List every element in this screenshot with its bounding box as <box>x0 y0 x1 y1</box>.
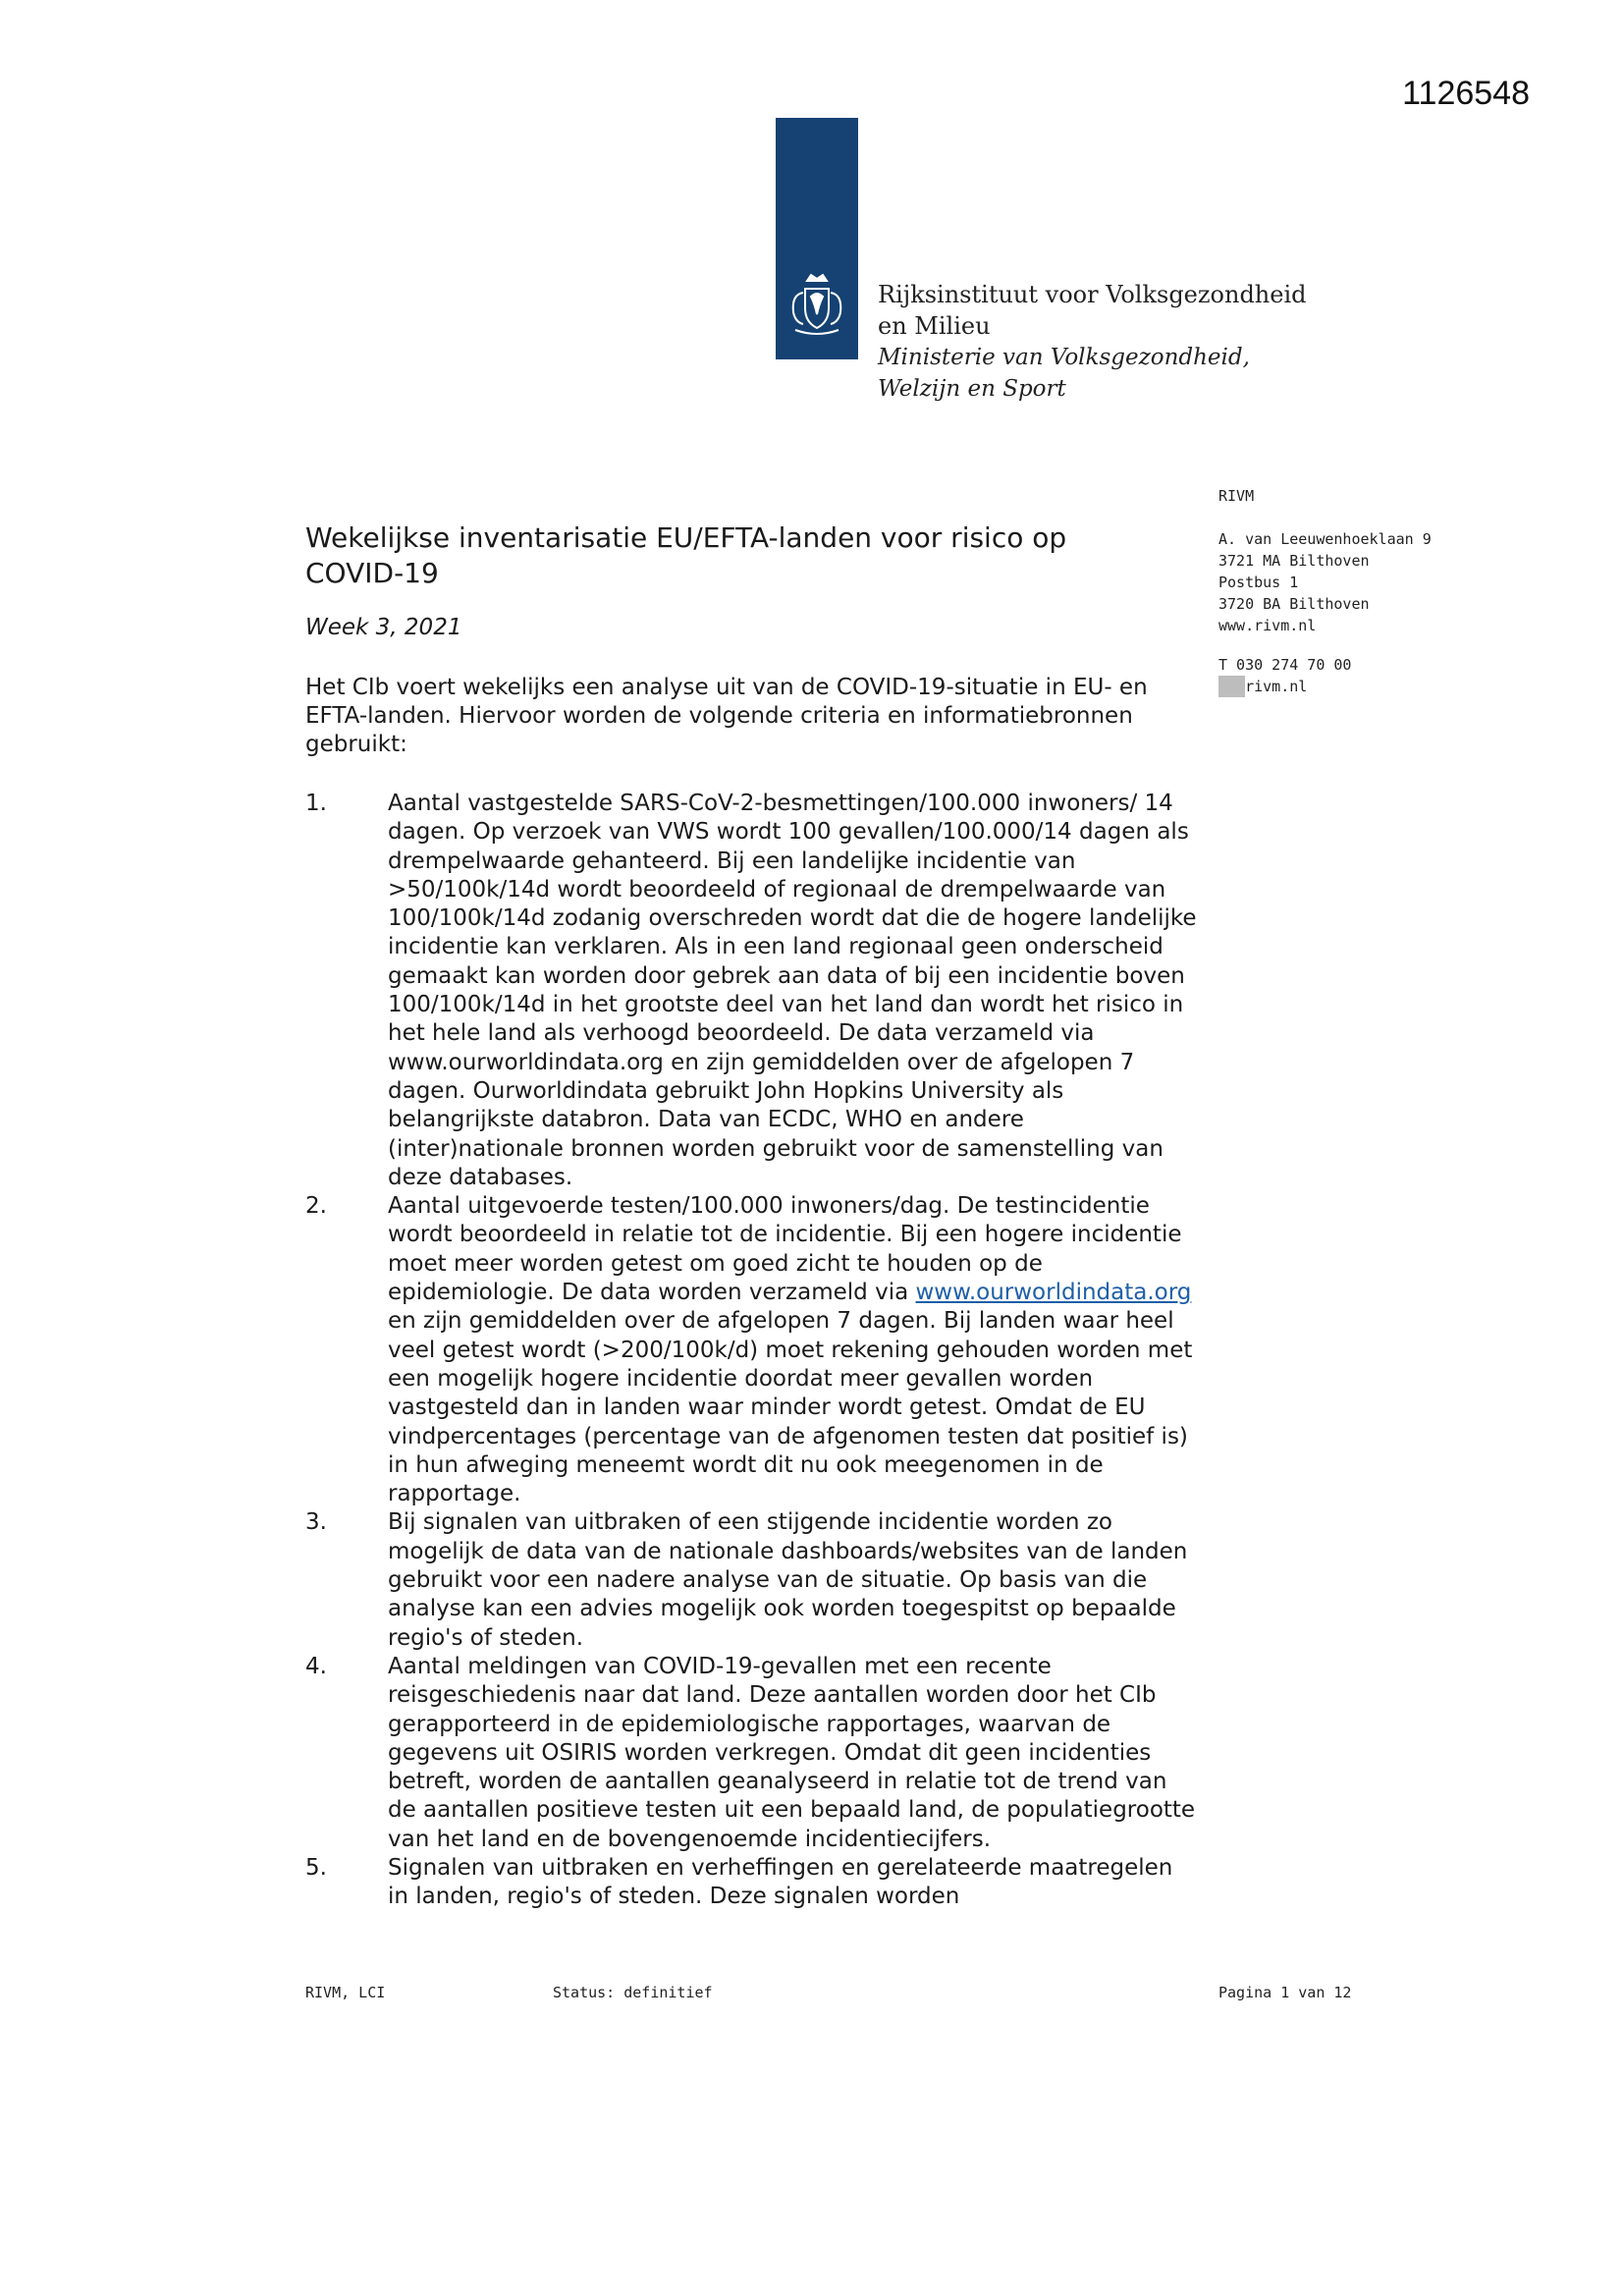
logo-line-ministry: Ministerie van Volksgezondheid, <box>878 345 1250 370</box>
rijksoverheid-logo-bar <box>776 118 858 359</box>
list-item <box>305 1192 1199 1508</box>
list-item <box>305 1508 1199 1652</box>
email-suffix: rivm.nl <box>1245 678 1308 695</box>
footer-page-number: Pagina 1 van 12 <box>1218 1984 1352 2001</box>
footer-department: RIVM, LCI <box>305 1984 386 2001</box>
document-title: Wekelijkse inventarisatie EU/EFTA-landen voor risico op COVID-19 <box>305 521 1067 589</box>
sender-address-block <box>1218 485 1454 697</box>
list-text-part: Aantal uitgevoerde testen/100.000 inwoners/dag. De testincidentie wordt beoordeeld in relatie tot de incidentie. Bij een hogere incidentie moet meer worden getest om goed zicht te houden op de epidemiologie. De data worden verzameld via <box>388 1193 1182 1306</box>
list-number: 3. <box>305 1509 327 1536</box>
list-item <box>305 1653 1199 1854</box>
intro-paragraph: Het CIb voert wekelijks een analyse uit van de COVID-19-situatie in EU- en EFTA-landen. Hiervoor worden de volgende criteria en informatiebronnen gebruikt: <box>305 675 1148 757</box>
ourworldindata-link[interactable]: www.ourworldindata.org <box>915 1280 1192 1306</box>
website-link[interactable]: www.rivm.nl <box>1218 617 1317 634</box>
week-label: Week 3, 2021 <box>305 615 462 640</box>
address-line: 3721 MA Bilthoven <box>1218 552 1370 570</box>
footer-status: Status: definitief <box>553 1984 713 2001</box>
address-line: 3720 BA Bilthoven <box>1218 595 1370 613</box>
list-text <box>388 1192 1199 1508</box>
email-address[interactable] <box>1218 676 1454 697</box>
list-text: Signalen van uitbraken en verheffingen en gerelateerde maatregelen in landen, regio's of steden. Deze signalen worden <box>388 1854 1173 1910</box>
list-item <box>305 1854 1199 1912</box>
sender-org: RIVM <box>1218 487 1255 505</box>
phone-number: T 030 274 70 00 <box>1218 656 1352 674</box>
document-id: 1126548 <box>1402 75 1530 112</box>
list-text: Aantal vastgestelde SARS-CoV-2-besmettingen/100.000 inwoners/ 14 dagen. Op verzoek van VWS wordt 100 gevallen/100.000/14 dagen als drempelwaarde gehanteerd. Bij een landelijke incidentie van >50/100k/14d wordt beoordeeld of regionaal de drempelwaarde van 100/100k/14d zodanig overschreden wordt dat die de hogere landelijke incidentie kan verklaren. Als in een land regionaal geen onderscheid gemaakt kan worden door gebrek aan data of bij een incidentie boven 100/100k/14d in het grootste deel van het land dan wordt het risico in het hele land als verhoogd beoordeeld. De data verzameld via www.ourworldindata.org en zijn gemiddelden over de afgelopen 7 dagen. Ourworldindata gebruikt John Hopkins University als belangrijkste databron. Data van ECDC, WHO en andere (inter)nationale bronnen worden gebruikt voor de samenstelling van deze databases. <box>388 791 1197 1190</box>
list-text: Bij signalen van uitbraken of een stijgende incidentie worden zo mogelijk de data van de nationale dashboards/websites van de landen gebruikt voor een nadere analyse van de situatie. Op basis van die analyse kan een advies mogelijk ook worden toegespitst op bepaalde regio's of steden. <box>388 1509 1188 1651</box>
logo-line-welzijn: Welzijn en Sport <box>878 376 1066 402</box>
coat-of-arms-icon <box>782 269 852 340</box>
address-line: A. van Leeuwenhoeklaan 9 <box>1218 530 1432 548</box>
organization-logo-text <box>878 279 1307 405</box>
address-line: Postbus 1 <box>1218 574 1299 591</box>
list-text-part: en zijn gemiddelden over de afgelopen 7 dagen. Bij landen waar heel veel getest wordt (>200/100k/d) moet rekening gehouden worden met een mogelijk hogere incidentie doordat meer gevallen worden vastgesteld dan in landen waar minder wordt getest. Omdat de EU vindpercentages (percentage van de afgenomen testen dat positief is) in hun afweging meneemt wordt dit nu ook meegenomen in de rapportage. <box>388 1308 1193 1507</box>
list-text: Aantal meldingen van COVID-19-gevallen met een recente reisgeschiedenis naar dat land. Deze aantallen worden door het CIb gerapporteerd in de epidemiologische rapportages, waarvan de gegevens uit OSIRIS worden verkregen. Omdat dit geen incidenties betreft, worden de aantallen geanalyseerd in relatie tot de trend van de aantallen positieve testen uit een bepaald land, de populatiegrootte van het land en de bovengenoemde incidentiecijfers. <box>388 1653 1196 1852</box>
list-number: 2. <box>305 1193 327 1220</box>
list-number: 1. <box>305 791 327 816</box>
criteria-list <box>305 790 1199 1912</box>
logo-line-milieu: en Milieu <box>878 312 991 340</box>
list-number: 4. <box>305 1653 327 1679</box>
list-item <box>305 790 1199 1192</box>
list-number: 5. <box>305 1854 327 1881</box>
logo-line-institute: Rijksinstituut voor Volksgezondheid <box>878 281 1307 308</box>
redaction-mark: 5.1 <box>1218 678 1246 695</box>
